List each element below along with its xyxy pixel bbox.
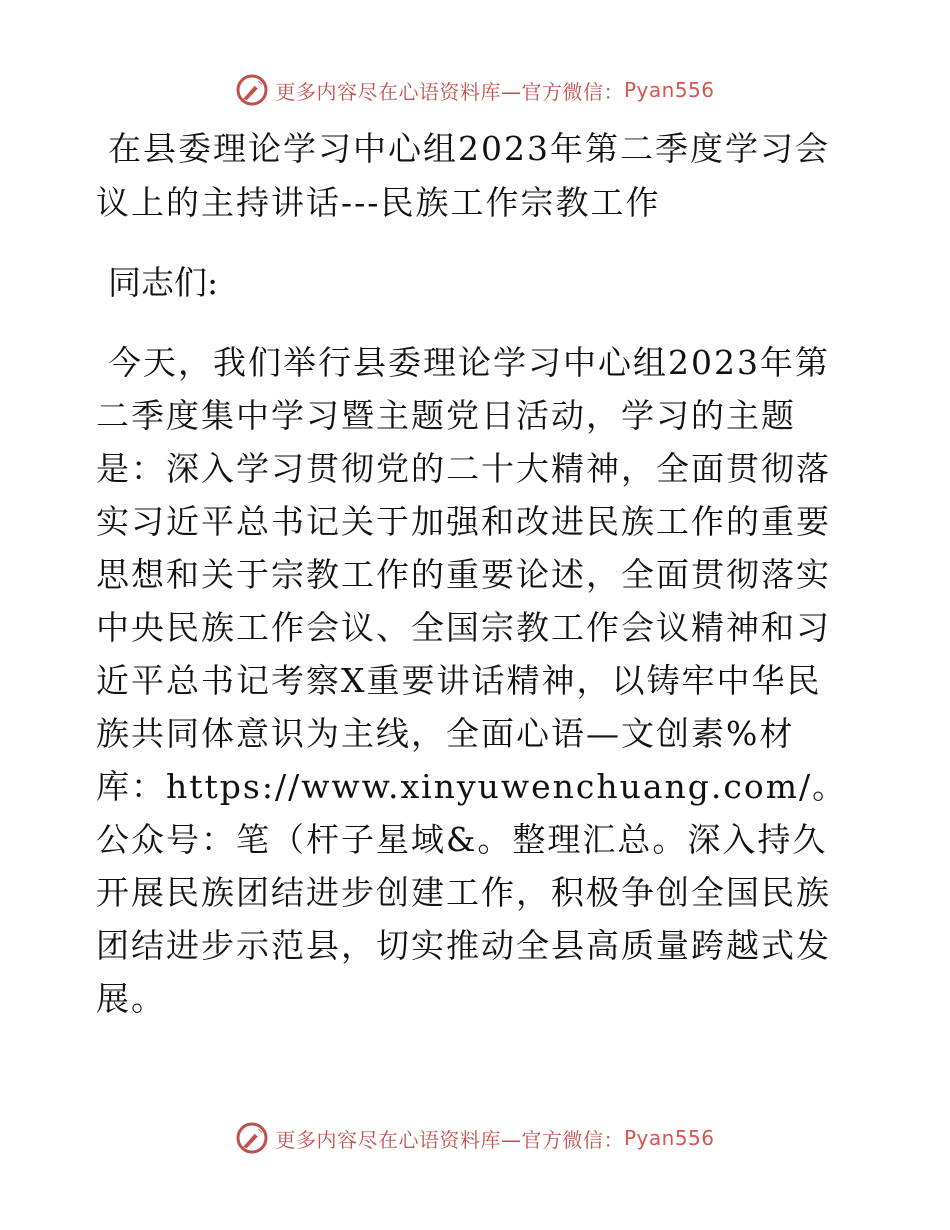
- quill-logo-icon: [235, 73, 269, 107]
- watermark-wechat-id: Pyan556: [623, 1126, 715, 1150]
- greeting: 同志们:: [108, 263, 219, 302]
- document-body: [96, 122, 856, 1025]
- body-paragraph: 今天，我们举行县委理论学习中心组2023年第二季度集中学习暨主题党日活动，学习的主题是：深入学习贯彻党的二十大精神，全面贯彻落实习近平总书记关于加强和改进民族工作的重要思想和关于宗教工作的重要论述，全面贯彻落实中央民族工作会议、全国宗教工作会议精神和习近平总书记考察X重要讲话精神，以铸牢中华民族共同体意识为主线，全面心语—文创素%材库：https://www.xinyuwenchuang.com/。公众号：笔（杆子星域&。整理汇总。深入持久开展民族团结进步创建工作，积极争创全国民族团结进步示范县，切实推动全县高质量跨越式发展。: [96, 343, 848, 1018]
- footer-watermark: [0, 1118, 950, 1158]
- watermark-wechat-id: Pyan556: [623, 78, 715, 102]
- document-title: 在县委理论学习中心组2023年第二季度学习会议上的主持讲话---民族工作宗教工作: [96, 129, 830, 222]
- watermark-text: 更多内容尽在心语资料库—官方微信：: [275, 79, 624, 104]
- quill-logo-icon: [235, 1121, 269, 1155]
- watermark-text: 更多内容尽在心语资料库—官方微信：: [275, 1127, 624, 1152]
- header-watermark: [0, 70, 950, 110]
